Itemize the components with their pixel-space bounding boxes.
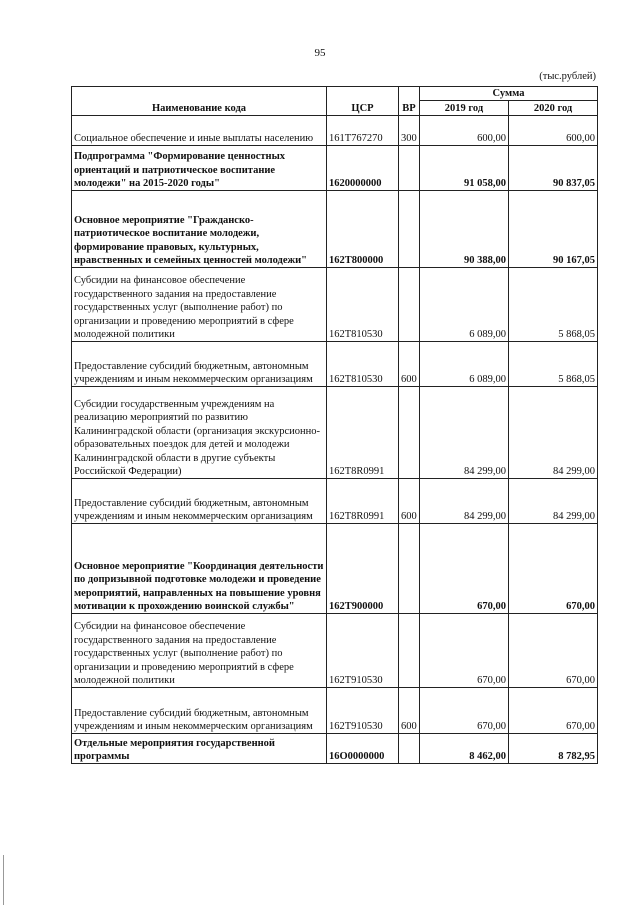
row-csr: 1620000000 <box>327 146 399 191</box>
row-vr: 600 <box>399 688 420 734</box>
row-name: Субсидии государственным учреждениям на реализацию мероприятий по развитию Калининградской области (организация экскурсионно-образовательных поездок для детей и молодежи Калининградской области в другие субъекты Российской Федерации) <box>72 387 327 479</box>
row-sum-2020: 84 299,00 <box>509 479 598 524</box>
header-year-2020: 2020 год <box>509 101 598 116</box>
row-csr: 16О0000000 <box>327 734 399 764</box>
row-sum-2020: 670,00 <box>509 688 598 734</box>
row-csr: 162Т8R0991 <box>327 479 399 524</box>
table-row <box>72 614 598 688</box>
row-csr: 161Т767270 <box>327 116 399 146</box>
row-csr: 162Т910530 <box>327 614 399 688</box>
table-row <box>72 734 598 764</box>
row-name: Основное мероприятие "Координация деятельности по допризывной подготовке молодежи и проведение мероприятий, направленных на повышение уровня мотивации к прохождению воинской службы" <box>72 524 327 614</box>
row-name: Предоставление субсидий бюджетным, автономным учреждениям и иным некоммерческим организациям <box>72 479 327 524</box>
row-sum-2019: 84 299,00 <box>420 479 509 524</box>
table-row <box>72 688 598 734</box>
row-csr: 162Т910530 <box>327 688 399 734</box>
row-sum-2020: 90 167,05 <box>509 191 598 268</box>
header-year-2019: 2019 год <box>420 101 509 116</box>
row-sum-2020: 600,00 <box>509 116 598 146</box>
row-csr: 162Т800000 <box>327 191 399 268</box>
row-sum-2019: 91 058,00 <box>420 146 509 191</box>
row-csr: 162Т8R0991 <box>327 387 399 479</box>
row-sum-2020: 670,00 <box>509 524 598 614</box>
table-row <box>72 479 598 524</box>
row-vr: 600 <box>399 479 420 524</box>
row-csr: 162Т810530 <box>327 268 399 342</box>
header-vr: ВР <box>399 87 420 116</box>
row-vr <box>399 268 420 342</box>
row-sum-2020: 5 868,05 <box>509 342 598 387</box>
header-name: Наименование кода <box>72 87 327 116</box>
row-vr: 300 <box>399 116 420 146</box>
row-sum-2019: 600,00 <box>420 116 509 146</box>
table-row <box>72 387 598 479</box>
row-vr: 600 <box>399 342 420 387</box>
row-sum-2019: 84 299,00 <box>420 387 509 479</box>
budget-table <box>71 86 598 764</box>
table-row <box>72 191 598 268</box>
row-vr <box>399 191 420 268</box>
row-vr <box>399 614 420 688</box>
table-row <box>72 146 598 191</box>
table-row <box>72 342 598 387</box>
row-sum-2020: 90 837,05 <box>509 146 598 191</box>
row-sum-2019: 670,00 <box>420 688 509 734</box>
row-sum-2020: 84 299,00 <box>509 387 598 479</box>
scan-margin-line <box>3 855 4 905</box>
row-name: Социальное обеспечение и иные выплаты населению <box>72 116 327 146</box>
row-sum-2020: 670,00 <box>509 614 598 688</box>
row-name: Подпрограмма "Формирование ценностных ориентаций и патриотическое воспитание молодежи" на 2015-2020 годы" <box>72 146 327 191</box>
table-row <box>72 116 598 146</box>
header-sum: Сумма <box>420 87 598 101</box>
row-csr: 162Т810530 <box>327 342 399 387</box>
row-csr: 162Т900000 <box>327 524 399 614</box>
row-name: Субсидии на финансовое обеспечение государственного задания на предоставление государственных услуг (выполнение работ) по организации и проведению мероприятий в сфере молодежной политики <box>72 614 327 688</box>
row-vr <box>399 387 420 479</box>
row-name: Предоставление субсидий бюджетным, автономным учреждениям и иным некоммерческим организациям <box>72 688 327 734</box>
row-sum-2019: 6 089,00 <box>420 342 509 387</box>
row-name: Отдельные мероприятия государственной программы <box>72 734 327 764</box>
row-sum-2019: 670,00 <box>420 524 509 614</box>
table-row <box>72 268 598 342</box>
page-number: 95 <box>314 47 326 59</box>
row-name: Субсидии на финансовое обеспечение государственного задания на предоставление государственных услуг (выполнение работ) по организации и проведению мероприятий в сфере молодежной политики <box>72 268 327 342</box>
row-name: Предоставление субсидий бюджетным, автономным учреждениям и иным некоммерческим организациям <box>72 342 327 387</box>
row-vr <box>399 146 420 191</box>
units-label: (тыс.рублей) <box>539 71 596 82</box>
row-sum-2019: 8 462,00 <box>420 734 509 764</box>
row-sum-2019: 670,00 <box>420 614 509 688</box>
row-sum-2020: 5 868,05 <box>509 268 598 342</box>
row-sum-2020: 8 782,95 <box>509 734 598 764</box>
row-vr <box>399 734 420 764</box>
row-vr <box>399 524 420 614</box>
row-sum-2019: 6 089,00 <box>420 268 509 342</box>
row-name: Основное мероприятие "Гражданско-патриотическое воспитание молодежи, формирование правовых, культурных, нравственных и семейных ценностей молодежи" <box>72 191 327 268</box>
table-row <box>72 524 598 614</box>
row-sum-2019: 90 388,00 <box>420 191 509 268</box>
header-csr: ЦСР <box>327 87 399 116</box>
